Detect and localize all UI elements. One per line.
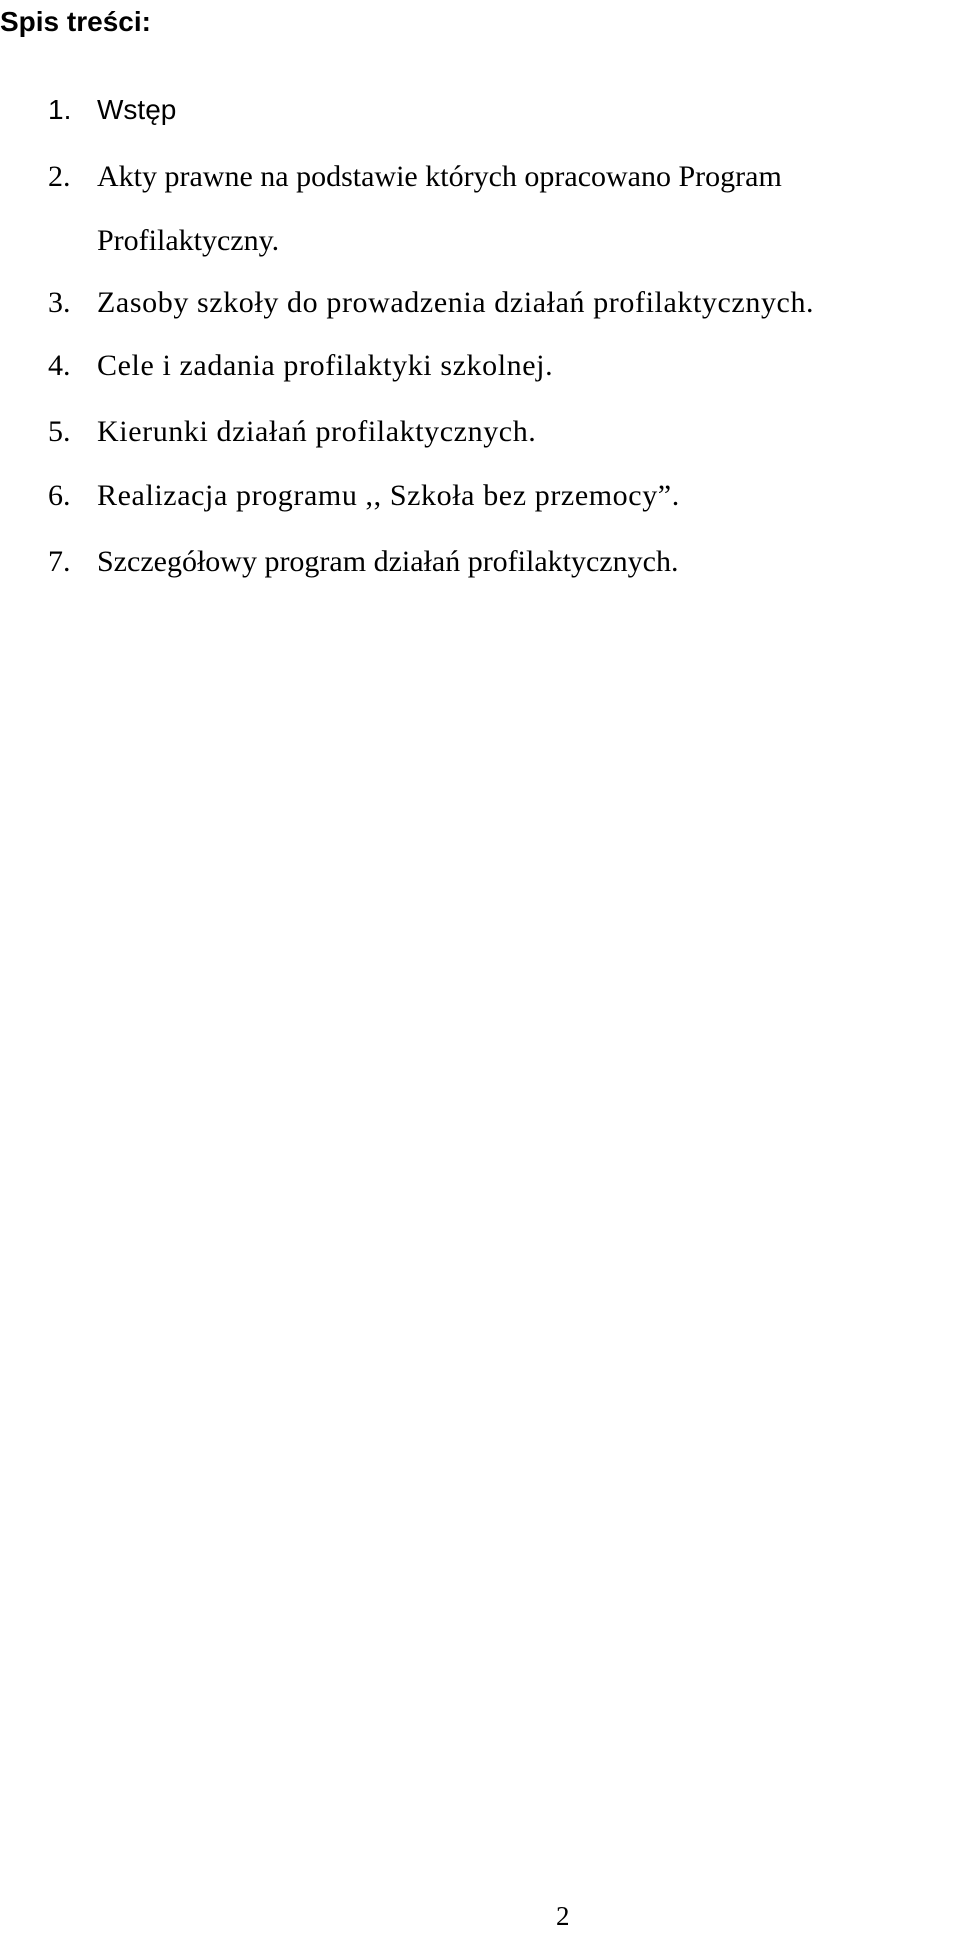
toc-item-title: Szczegółowy program działań profilaktycznych. xyxy=(97,545,679,578)
toc-item-number: 5. xyxy=(48,415,71,448)
toc-item-number: 6. xyxy=(48,479,71,512)
toc-heading: Spis treści: xyxy=(0,6,151,37)
toc-item-title: Akty prawne na podstawie których opracowano Program Profilaktyczny. xyxy=(97,160,782,257)
toc-item-number: 3. xyxy=(48,286,71,319)
toc-item-title: Zasoby szkoły do prowadzenia działań profilaktycznych. xyxy=(97,286,815,319)
toc-item-title: Realizacja programu ,, Szkoła bez przemocy”. xyxy=(97,479,680,512)
toc-item-number: 7. xyxy=(48,545,71,578)
toc-item-title: Kierunki działań profilaktycznych. xyxy=(97,415,537,448)
toc-item-number: 4. xyxy=(48,349,71,382)
toc-item-title: Cele i zadania profilaktyki szkolnej. xyxy=(97,349,554,382)
page-number: 2 xyxy=(556,1901,570,1931)
toc-item-title: Wstęp xyxy=(97,94,177,125)
toc-item-number: 1. xyxy=(48,94,72,125)
toc-item-number: 2. xyxy=(48,160,71,193)
